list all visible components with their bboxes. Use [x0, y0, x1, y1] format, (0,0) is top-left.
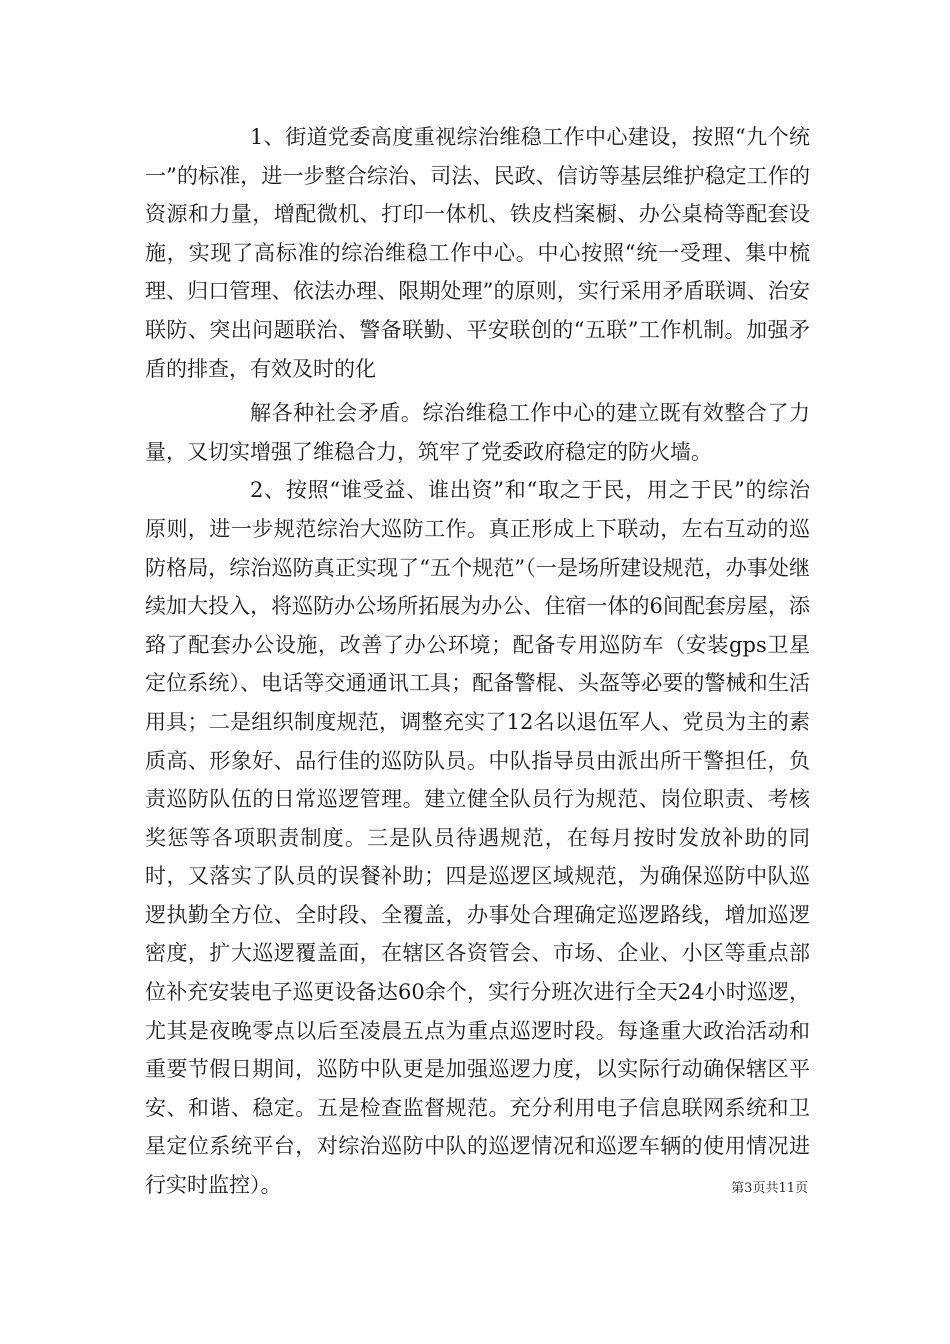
document-body: [145, 118, 810, 1205]
page-number: 第3页共11页: [731, 1181, 808, 1196]
paragraph-2: 解各种社会矛盾。综治维稳工作中心的建立既有效整合了力量，又切实增强了维稳合力，筑牢了党委政府稳定的防火墙。: [145, 401, 810, 464]
paragraph-1: 1、街道党委高度重视综治维稳工作中心建设，按照“九个统一”的标准，进一步整合综治、司法、民政、信访等基层维护稳定工作的资源和力量，增配微机、打印一体机、铁皮档案橱、办公桌椅等配套设施，实现了高标准的综治维稳工作中心。中心按照“统一受理、集中梳理、归口管理、依法办理、限期处理”的原则，实行采用矛盾联调、治安联防、突出问题联治、警备联勤、平安联创的“五联”工作机制。加强矛盾的排查，有效及时的化: [145, 125, 810, 381]
paragraph-3: 2、按照“谁受益、谁出资”和“取之于民，用之于民”的综治原则，进一步规范综治大巡防工作。真正形成上下联动，左右互动的巡防格局，综治巡防真正实现了“五个规范”（一是场所建设规范，办事处继续加大投入，将巡防办公场所拓展为办公、住宿一体的6间配套房屋，添臵了配套办公设施，改善了办公环境；配备专用巡防车（安装gps卫星定位系统）、电话等交通通讯工具；配备警棍、头盔等必要的警械和生活用具；二是组织制度规范，调整充实了12名以退伍军人、党员为主的素质高、形象好、品行佳的巡防队员。中队指导员由派出所干警担任，负责巡防队伍的日常巡逻管理。建立健全队员行为规范、岗位职责、考核奖惩等各项职责制度。三是队员待遇规范，在每月按时发放补助的同时，又落实了队员的误餐补助；四是巡逻区域规范，为确保巡防中队巡逻执勤全方位、全时段、全覆盖，办事处合理确定巡逻路线，增加巡逻密度，扩大巡逻覆盖面，在辖区各资管会、市场、企业、小区等重点部位补充安装电子巡更设备达60余个，实行分班次进行全天24小时巡逻，尤其是夜晚零点以后至凌晨五点为重点巡逻时段。每逢重大政治活动和重要节假日期间，巡防中队更是加强巡逻力度，以实际行动确保辖区平安、和谐、稳定。五是检查监督规范。充分利用电子信息联网系统和卫星定位系统平台，对综治巡防中队的巡逻情况和巡逻车辆的使用情况进行实时监控）。: [145, 478, 810, 1198]
